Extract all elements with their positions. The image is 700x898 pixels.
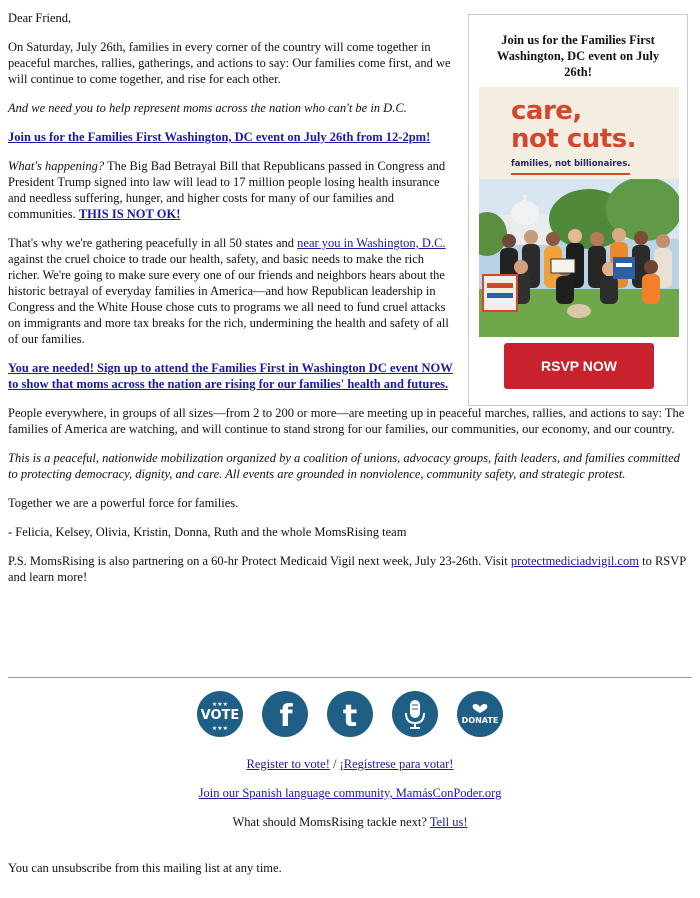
twitter-icon[interactable] bbox=[326, 690, 374, 738]
vote-icon[interactable] bbox=[196, 690, 244, 738]
whats-happening-body: The Big Bad Betrayal Bill that Republicans passed in Congress and President Trump signed into law will lead to 17 million people losing health insurance and needless suffering, hunger, and higher costs for many of our families and communities. bbox=[8, 159, 446, 221]
gathering-after: against the cruel choice to trade our health, safety, and basic needs to make the rich richer. We're going to make sure every one of our friends and neighbors hears about the historic betrayal of everyday families in America—and how Republican leadership in Congress and the White House chose cuts to programs we all need to fund cruel attacks on immigrants and more tax breaks for the rich, undermining the health and safety of all of our families. bbox=[8, 252, 449, 346]
svg-text:★★★: ★★★ bbox=[211, 702, 228, 708]
rsvp-button[interactable]: RSVP NOW bbox=[504, 343, 654, 389]
sign-up-link[interactable]: You are needed! Sign up to attend the Families First in Washington DC event NOW to show that moms across the nation are rising for our families' health and futures. bbox=[8, 361, 453, 391]
footer-divider bbox=[8, 677, 692, 678]
register-es-link[interactable]: ¡Regístrese para votar! bbox=[339, 757, 454, 771]
promo-line-1: care, bbox=[511, 96, 582, 126]
signature: - Felicia, Kelsey, Olivia, Kristin, Donna, Ruth and the whole MomsRising team bbox=[8, 525, 407, 539]
donate-icon-label: DONATE bbox=[461, 716, 499, 725]
register-en-link[interactable]: Register to vote! bbox=[246, 757, 330, 771]
ps-after: to RSVP and learn more! bbox=[8, 554, 686, 584]
sidebar-heading: Join us for the Families First Washington, DC event on July 26th! bbox=[496, 33, 660, 79]
rally-photo bbox=[479, 179, 679, 337]
intro-paragraph: On Saturday, July 26th, families in every corner of the country will come together in peaceful marches, rallies, gatherings, and actions to say: Our families come first, and we will continue to come together, and rise for each other. bbox=[8, 40, 451, 86]
vote-icon-label: VOTE bbox=[200, 708, 240, 723]
ps-paragraph bbox=[8, 553, 692, 585]
facebook-icon[interactable] bbox=[261, 690, 309, 738]
spanish-community-link[interactable]: Join our Spanish language community, MamásConPoder.org bbox=[198, 786, 502, 800]
promo-line-2: not cuts. bbox=[511, 124, 637, 154]
gathering-before: That's why we're gathering peacefully in all 50 states and bbox=[8, 236, 298, 250]
care-not-cuts-image[interactable] bbox=[479, 87, 679, 337]
vigil-link[interactable]: protectmediciadvigil.com bbox=[510, 554, 639, 568]
register-line bbox=[0, 756, 700, 772]
facebook-icon-label: f bbox=[279, 699, 293, 734]
mobilization-paragraph: This is a peaceful, nationwide mobilization organized by a coalition of unions, advocacy groups, faith leaders, and families committed to protecting democracy, dignity, and care. All events are grounded in nonviolence, community safety, and strategic protest. bbox=[8, 451, 680, 481]
greeting: Dear Friend, bbox=[8, 11, 72, 25]
whats-happening-paragraph bbox=[8, 158, 455, 222]
people-everywhere-paragraph: People everywhere, in groups of all sizes—from 2 to 200 or more—are meeting up in peaceful marches, rallies, and actions to say: The families of America are watching, and will continue to stand strong for our families, our communities, our economy, and our country. bbox=[8, 406, 685, 436]
represent-paragraph: And we need you to help represent moms across the nation who can't be in D.C. bbox=[8, 101, 407, 115]
near-you-link[interactable]: near you in Washington, D.C. bbox=[297, 236, 446, 250]
social-icons bbox=[0, 690, 700, 740]
main-column bbox=[8, 10, 455, 392]
footer-links bbox=[0, 756, 700, 843]
tackle-line bbox=[0, 814, 700, 830]
event-sidebar bbox=[468, 14, 688, 406]
register-separator: / bbox=[329, 757, 340, 771]
this-is-not-ok-link[interactable]: THIS IS NOT OK! bbox=[78, 207, 181, 221]
whats-happening-lead: What's happening? bbox=[8, 159, 105, 173]
podcast-icon[interactable] bbox=[391, 690, 439, 738]
ps-before: P.S. MomsRising is also partnering on a 60-hr Protect Medicaid Vigil next week, July 23-26th. Visit bbox=[8, 554, 511, 568]
donate-icon[interactable] bbox=[456, 690, 504, 738]
lower-content bbox=[8, 405, 692, 585]
promo-subline: families, not billionaires. bbox=[511, 156, 630, 175]
tackle-question: What should MomsRising tackle next? bbox=[232, 815, 430, 829]
together-paragraph: Together we are a powerful force for families. bbox=[8, 496, 239, 510]
svg-text:★★★: ★★★ bbox=[211, 726, 228, 732]
gathering-paragraph bbox=[8, 235, 455, 347]
join-event-link[interactable]: Join us for the Families First Washington, DC event on July 26th from 12-2pm! bbox=[8, 130, 431, 144]
tell-us-link[interactable]: Tell us! bbox=[429, 815, 468, 829]
twitter-icon-label: t bbox=[342, 699, 358, 734]
unsubscribe-text: You can unsubscribe from this mailing list at any time. bbox=[8, 861, 282, 875]
